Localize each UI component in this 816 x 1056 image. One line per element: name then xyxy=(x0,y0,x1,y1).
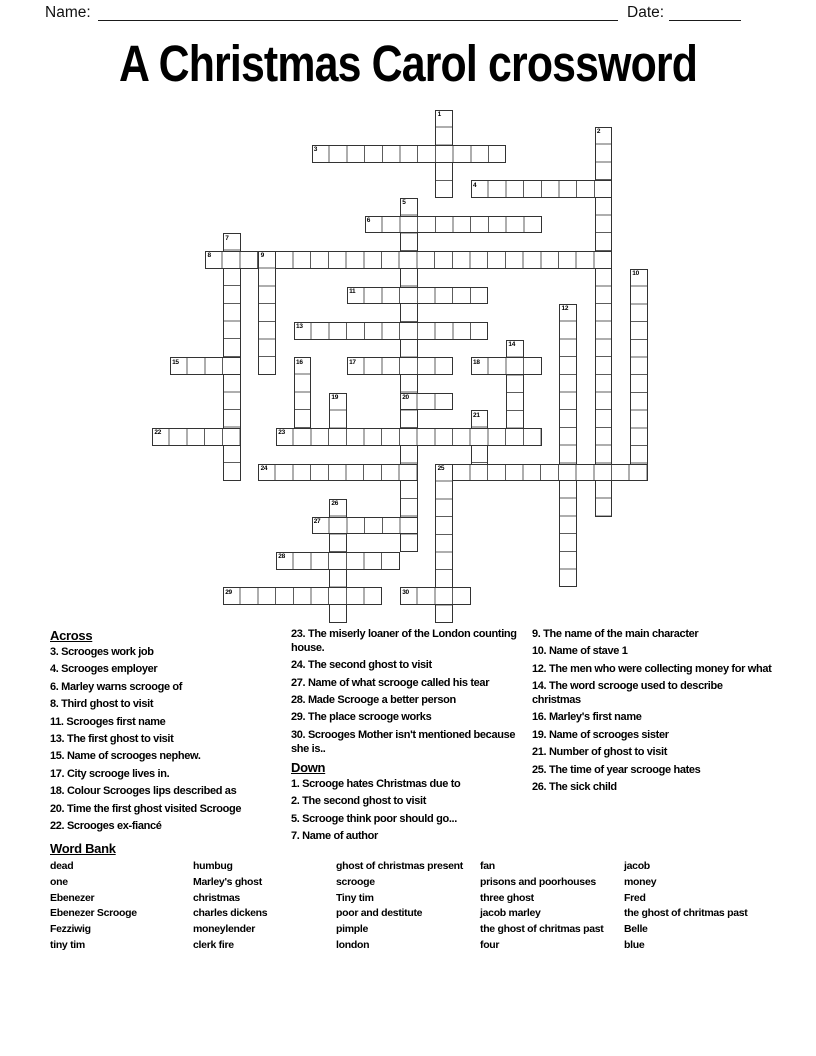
word-bank-column-3 xyxy=(336,860,480,955)
crossword-word-28-across[interactable] xyxy=(276,552,400,570)
crossword-word-13-across[interactable] xyxy=(294,322,489,340)
clue-13-across: 13. The first ghost to visit xyxy=(50,732,174,745)
crossword-word-30-across[interactable] xyxy=(400,587,471,605)
crossword-word-23-across[interactable] xyxy=(276,428,542,446)
clue-22-across: 22. Scrooges ex-fiancé xyxy=(50,819,162,832)
word-bank-column-4 xyxy=(480,860,624,955)
cell-number-23: 23 xyxy=(278,429,285,437)
clue-24-across: 24. The second ghost to visit xyxy=(291,659,432,672)
cell-number-8: 8 xyxy=(207,252,211,260)
word-bank-item: Ebenezer xyxy=(50,891,95,904)
crossword-word-3-across[interactable] xyxy=(312,145,507,163)
word-bank-item: poor and destitute xyxy=(336,907,423,920)
crossword-word-25-across[interactable] xyxy=(435,464,647,482)
clue-28-across: 28. Made Scrooge a better person xyxy=(291,693,456,706)
word-bank-item: money xyxy=(624,875,657,888)
crossword-word-12-down[interactable] xyxy=(559,304,577,587)
crossword-word-4-across[interactable] xyxy=(471,180,613,198)
word-bank-item: scrooge xyxy=(336,875,375,888)
clue-18-across: 18. Colour Scrooges lips described as xyxy=(50,785,237,798)
clue-7-down: 7. Name of author xyxy=(291,830,378,843)
clue-12-down: 12. The men who were collecting money for what xyxy=(532,662,772,675)
cell-number-17: 17 xyxy=(349,358,356,366)
cell-number-28: 28 xyxy=(278,553,285,561)
cell-number-2: 2 xyxy=(596,128,601,136)
word-bank-item: fan xyxy=(480,860,495,872)
clue-2-down: 2. The second ghost to visit xyxy=(291,795,427,808)
crossword-word-29-across[interactable] xyxy=(223,587,382,605)
clue-16-down: 16. Marley's first name xyxy=(532,711,642,724)
cell-number-6: 6 xyxy=(366,216,371,224)
word-bank-item: four xyxy=(480,938,500,951)
clue-30-across: 30. Scrooges Mother isn't mentioned because she is.. xyxy=(291,728,516,755)
word-bank-item: prisons and poorhouses xyxy=(480,875,596,888)
cell-number-3: 3 xyxy=(313,146,318,154)
clue-column-across xyxy=(50,628,283,837)
clue-26-down: 26. The sick child xyxy=(532,780,617,793)
clue-17-across: 17. City scrooge lives in. xyxy=(50,767,170,780)
clue-15-across: 15. Name of scrooges nephew. xyxy=(50,750,201,763)
crossword-word-18-across[interactable] xyxy=(471,357,542,375)
clue-21-down: 21. Number of ghost to visit xyxy=(532,746,668,759)
crossword-word-15-across[interactable] xyxy=(170,357,241,375)
cell-number-4: 4 xyxy=(473,181,477,189)
clue-23-across: 23. The miserly loaner of the London counting house. xyxy=(291,628,517,654)
clue-19-down: 19. Name of scrooges sister xyxy=(532,728,669,741)
cell-number-12: 12 xyxy=(561,305,569,313)
cell-number-10: 10 xyxy=(632,270,639,277)
clue-3-across: 3. Scrooges work job xyxy=(50,646,154,658)
word-bank-item: pimple xyxy=(336,923,369,936)
word-bank-item: Fred xyxy=(624,891,646,904)
cell-number-13: 13 xyxy=(296,323,303,331)
word-bank-item: ghost of christmas present xyxy=(336,860,463,872)
word-bank-item: Fezziwig xyxy=(50,923,91,936)
cell-number-11: 11 xyxy=(349,287,356,295)
crossword-word-27-across[interactable] xyxy=(312,517,418,535)
clue-14-down: 14. The word scrooge used to describe christmas xyxy=(532,680,723,706)
clue-10-down: 10. Name of stave 1 xyxy=(532,645,628,658)
clue-8-across: 8. Third ghost to visit xyxy=(50,698,154,711)
clue-25-down: 25. The time of year scrooge hates xyxy=(532,763,701,776)
word-bank-column-1 xyxy=(50,860,193,955)
cell-number-26: 26 xyxy=(331,500,339,508)
name-label: Name: xyxy=(45,4,91,21)
word-bank-item: london xyxy=(336,938,370,951)
word-bank-item: Tiny tim xyxy=(336,891,374,904)
cell-number-5: 5 xyxy=(402,199,406,207)
word-bank-item: the ghost of chritmas past xyxy=(624,907,748,920)
cell-number-7: 7 xyxy=(225,234,229,242)
clue-9-down: 9. The name of the main character xyxy=(532,628,699,640)
cell-number-27: 27 xyxy=(313,517,321,525)
cell-number-24: 24 xyxy=(260,464,268,472)
word-bank-item: charles dickens xyxy=(193,907,268,920)
crossword-word-24-across[interactable] xyxy=(258,464,417,482)
cell-number-20: 20 xyxy=(402,393,409,401)
cell-number-15: 15 xyxy=(172,358,179,366)
word-bank-item: Marley's ghost xyxy=(193,875,262,888)
word-bank-item: three ghost xyxy=(480,891,534,904)
cell-number-29: 29 xyxy=(225,588,232,596)
word-bank-item: Belle xyxy=(624,923,648,936)
clue-column-down xyxy=(532,628,772,798)
word-bank-columns xyxy=(50,860,780,955)
word-bank-item: tiny tim xyxy=(50,938,85,951)
cell-number-30: 30 xyxy=(402,588,409,596)
crossword-word-17-across[interactable] xyxy=(347,357,453,375)
clue-6-across: 6. Marley warns scrooge of xyxy=(50,680,183,693)
word-bank-item: moneylender xyxy=(193,923,256,936)
crossword-word-9-down[interactable] xyxy=(258,251,276,375)
crossword-word-10-down[interactable] xyxy=(630,269,648,481)
clue-column-middle xyxy=(291,628,522,848)
word-bank-item: jacob xyxy=(624,860,650,872)
clue-5-down: 5. Scrooge think poor should go... xyxy=(291,812,457,825)
cell-number-1: 1 xyxy=(437,110,441,118)
word-bank-item: humbug xyxy=(193,860,233,872)
word-bank xyxy=(50,841,780,955)
cell-number-19: 19 xyxy=(331,393,339,401)
crossword-word-22-across[interactable] xyxy=(152,428,241,446)
word-bank-item: jacob marley xyxy=(480,907,541,920)
cell-number-16: 16 xyxy=(296,358,303,366)
clue-29-across: 29. The place scrooge works xyxy=(291,711,432,724)
word-bank-item: dead xyxy=(50,860,74,872)
cell-number-14: 14 xyxy=(508,340,516,348)
cell-number-18: 18 xyxy=(473,358,480,366)
word-bank-item: clerk fire xyxy=(193,938,234,951)
word-bank-item: blue xyxy=(624,938,645,951)
across-heading: Across xyxy=(50,628,93,643)
clue-20-across: 20. Time the first ghost visited Scrooge xyxy=(50,802,242,815)
crossword-word-11-across[interactable] xyxy=(347,287,489,305)
clue-11-across: 11. Scrooges first name xyxy=(50,715,166,728)
clue-1-down: 1. Scrooge hates Christmas due to xyxy=(291,777,461,790)
word-bank-item: christmas xyxy=(193,891,240,904)
page-title: A Christmas Carol crossword xyxy=(118,35,698,92)
clue-27-across: 27. Name of what scrooge called his tear xyxy=(291,676,490,689)
crossword-word-6-across[interactable] xyxy=(365,216,542,234)
cell-number-9: 9 xyxy=(260,252,264,260)
word-bank-item: one xyxy=(50,875,68,888)
word-bank-item: the ghost of chritmas past xyxy=(480,923,604,936)
cell-number-25: 25 xyxy=(437,464,445,472)
cell-number-21: 21 xyxy=(473,411,480,419)
word-bank-heading: Word Bank xyxy=(50,841,116,856)
word-bank-column-2 xyxy=(193,860,336,955)
word-bank-item: Ebenezer Scrooge xyxy=(50,907,137,920)
down-heading: Down xyxy=(291,759,326,775)
date-label: Date: xyxy=(627,4,665,21)
word-bank-column-5 xyxy=(624,860,774,955)
cell-number-22: 22 xyxy=(154,429,162,437)
clue-4-across: 4. Scrooges employer xyxy=(50,663,158,676)
